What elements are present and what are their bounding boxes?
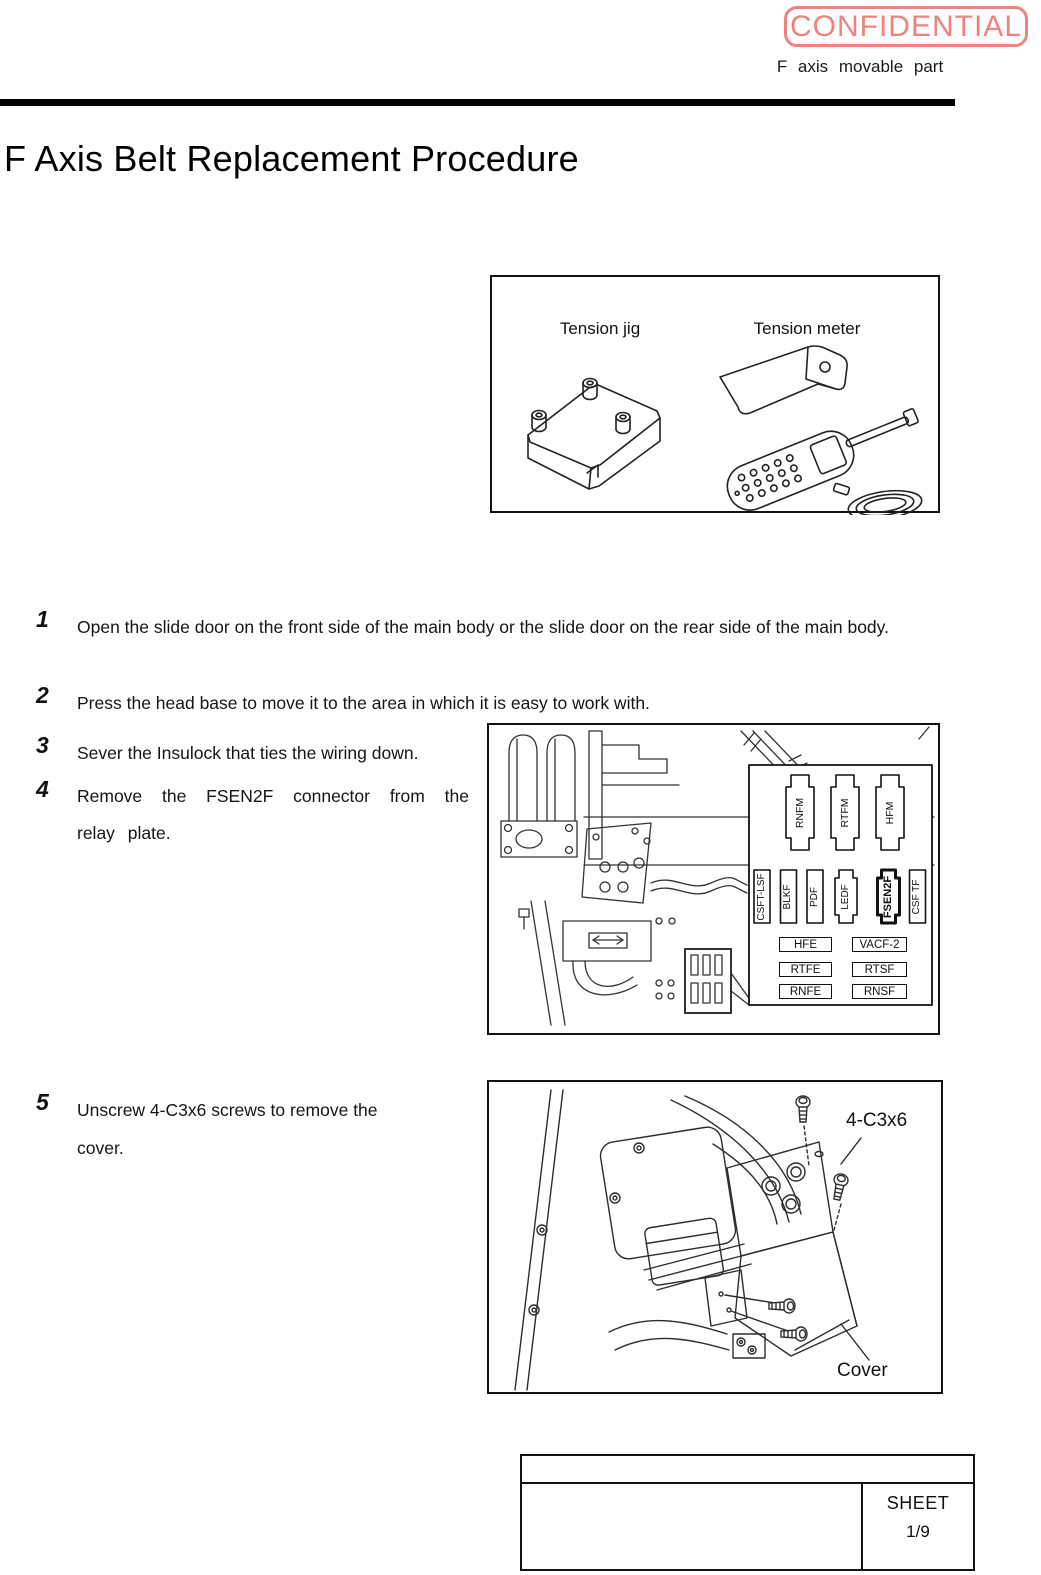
step-5-text: Unscrew 4-C3x6 screws to remove the cover. — [77, 1100, 378, 1158]
connector-label-csf-tf: CSF TF — [911, 879, 922, 915]
connector-box-vacf-2: VACF-2 — [852, 937, 907, 952]
connector-label-fsen2f: FSEN2F — [882, 875, 894, 919]
sheet-label: SHEET — [886, 1493, 950, 1513]
tension-jig-drawing — [528, 379, 660, 490]
connector-box-rtfe: RTFE — [779, 962, 832, 977]
step-1-number: 1 — [36, 606, 49, 632]
connector-label-hfm: HFM — [884, 801, 896, 825]
connector-label-pdf: PDF — [809, 887, 820, 907]
sheet-number: 1/9 — [906, 1522, 930, 1541]
screw-icon — [796, 1096, 810, 1122]
connector-label-blkf: BLKF — [782, 884, 793, 910]
figure-relay-plate — [487, 723, 940, 1035]
connector-box-rnfe: RNFE — [779, 984, 832, 999]
cover-callout-label: Cover — [837, 1360, 888, 1381]
footer-top-row — [522, 1456, 973, 1484]
connector-box-rtsf: RTSF — [852, 962, 907, 977]
connector-label-ledf: LEDF — [840, 884, 851, 910]
connector-label-csft-lsf: CSFT-LSF — [756, 873, 767, 921]
step-2-number: 2 — [36, 682, 49, 708]
tension-meter-label: Tension meter — [753, 319, 861, 338]
connector-label-rnfm: RNFM — [794, 797, 806, 829]
tension-jig-label: Tension jig — [559, 319, 641, 338]
step-3-text: Sever the Insulock that ties the wiring down. — [77, 743, 419, 763]
tension-meter-drawing — [720, 346, 926, 515]
step-1-text: Open the slide door on the front side of the main body or the slide door on the rear side of the main body. — [77, 617, 889, 637]
step-4-text: Remove the FSEN2F connector from the relay plate. — [77, 786, 469, 843]
footer-title-block — [520, 1454, 975, 1571]
figure-tools — [490, 275, 940, 513]
screw-icon — [830, 1173, 849, 1201]
step-5-number: 5 — [36, 1089, 49, 1115]
figure-cover-removal — [487, 1080, 943, 1394]
tools-drawing — [492, 277, 942, 515]
page-title: F Axis Belt Replacement Procedure — [4, 138, 579, 179]
screw-icon — [769, 1299, 795, 1313]
footer-sheet-cell — [861, 1484, 973, 1569]
step-3-number: 3 — [36, 732, 49, 758]
confidential-stamp: CONFIDENTIAL — [784, 6, 1028, 47]
connector-box-hfe: HFE — [779, 937, 832, 952]
connector-box-rnsf: RNSF — [852, 984, 907, 999]
header-rule — [0, 99, 955, 106]
screw-icon — [781, 1327, 807, 1341]
screws-callout-label: 4-C3x6 — [846, 1110, 908, 1131]
step-4-number: 4 — [36, 776, 49, 802]
step-2-text: Press the head base to move it to the area in which it is easy to work with. — [77, 693, 650, 713]
header-note: F axis movable part — [776, 57, 944, 76]
connector-label-rtfm: RTFM — [839, 798, 851, 828]
